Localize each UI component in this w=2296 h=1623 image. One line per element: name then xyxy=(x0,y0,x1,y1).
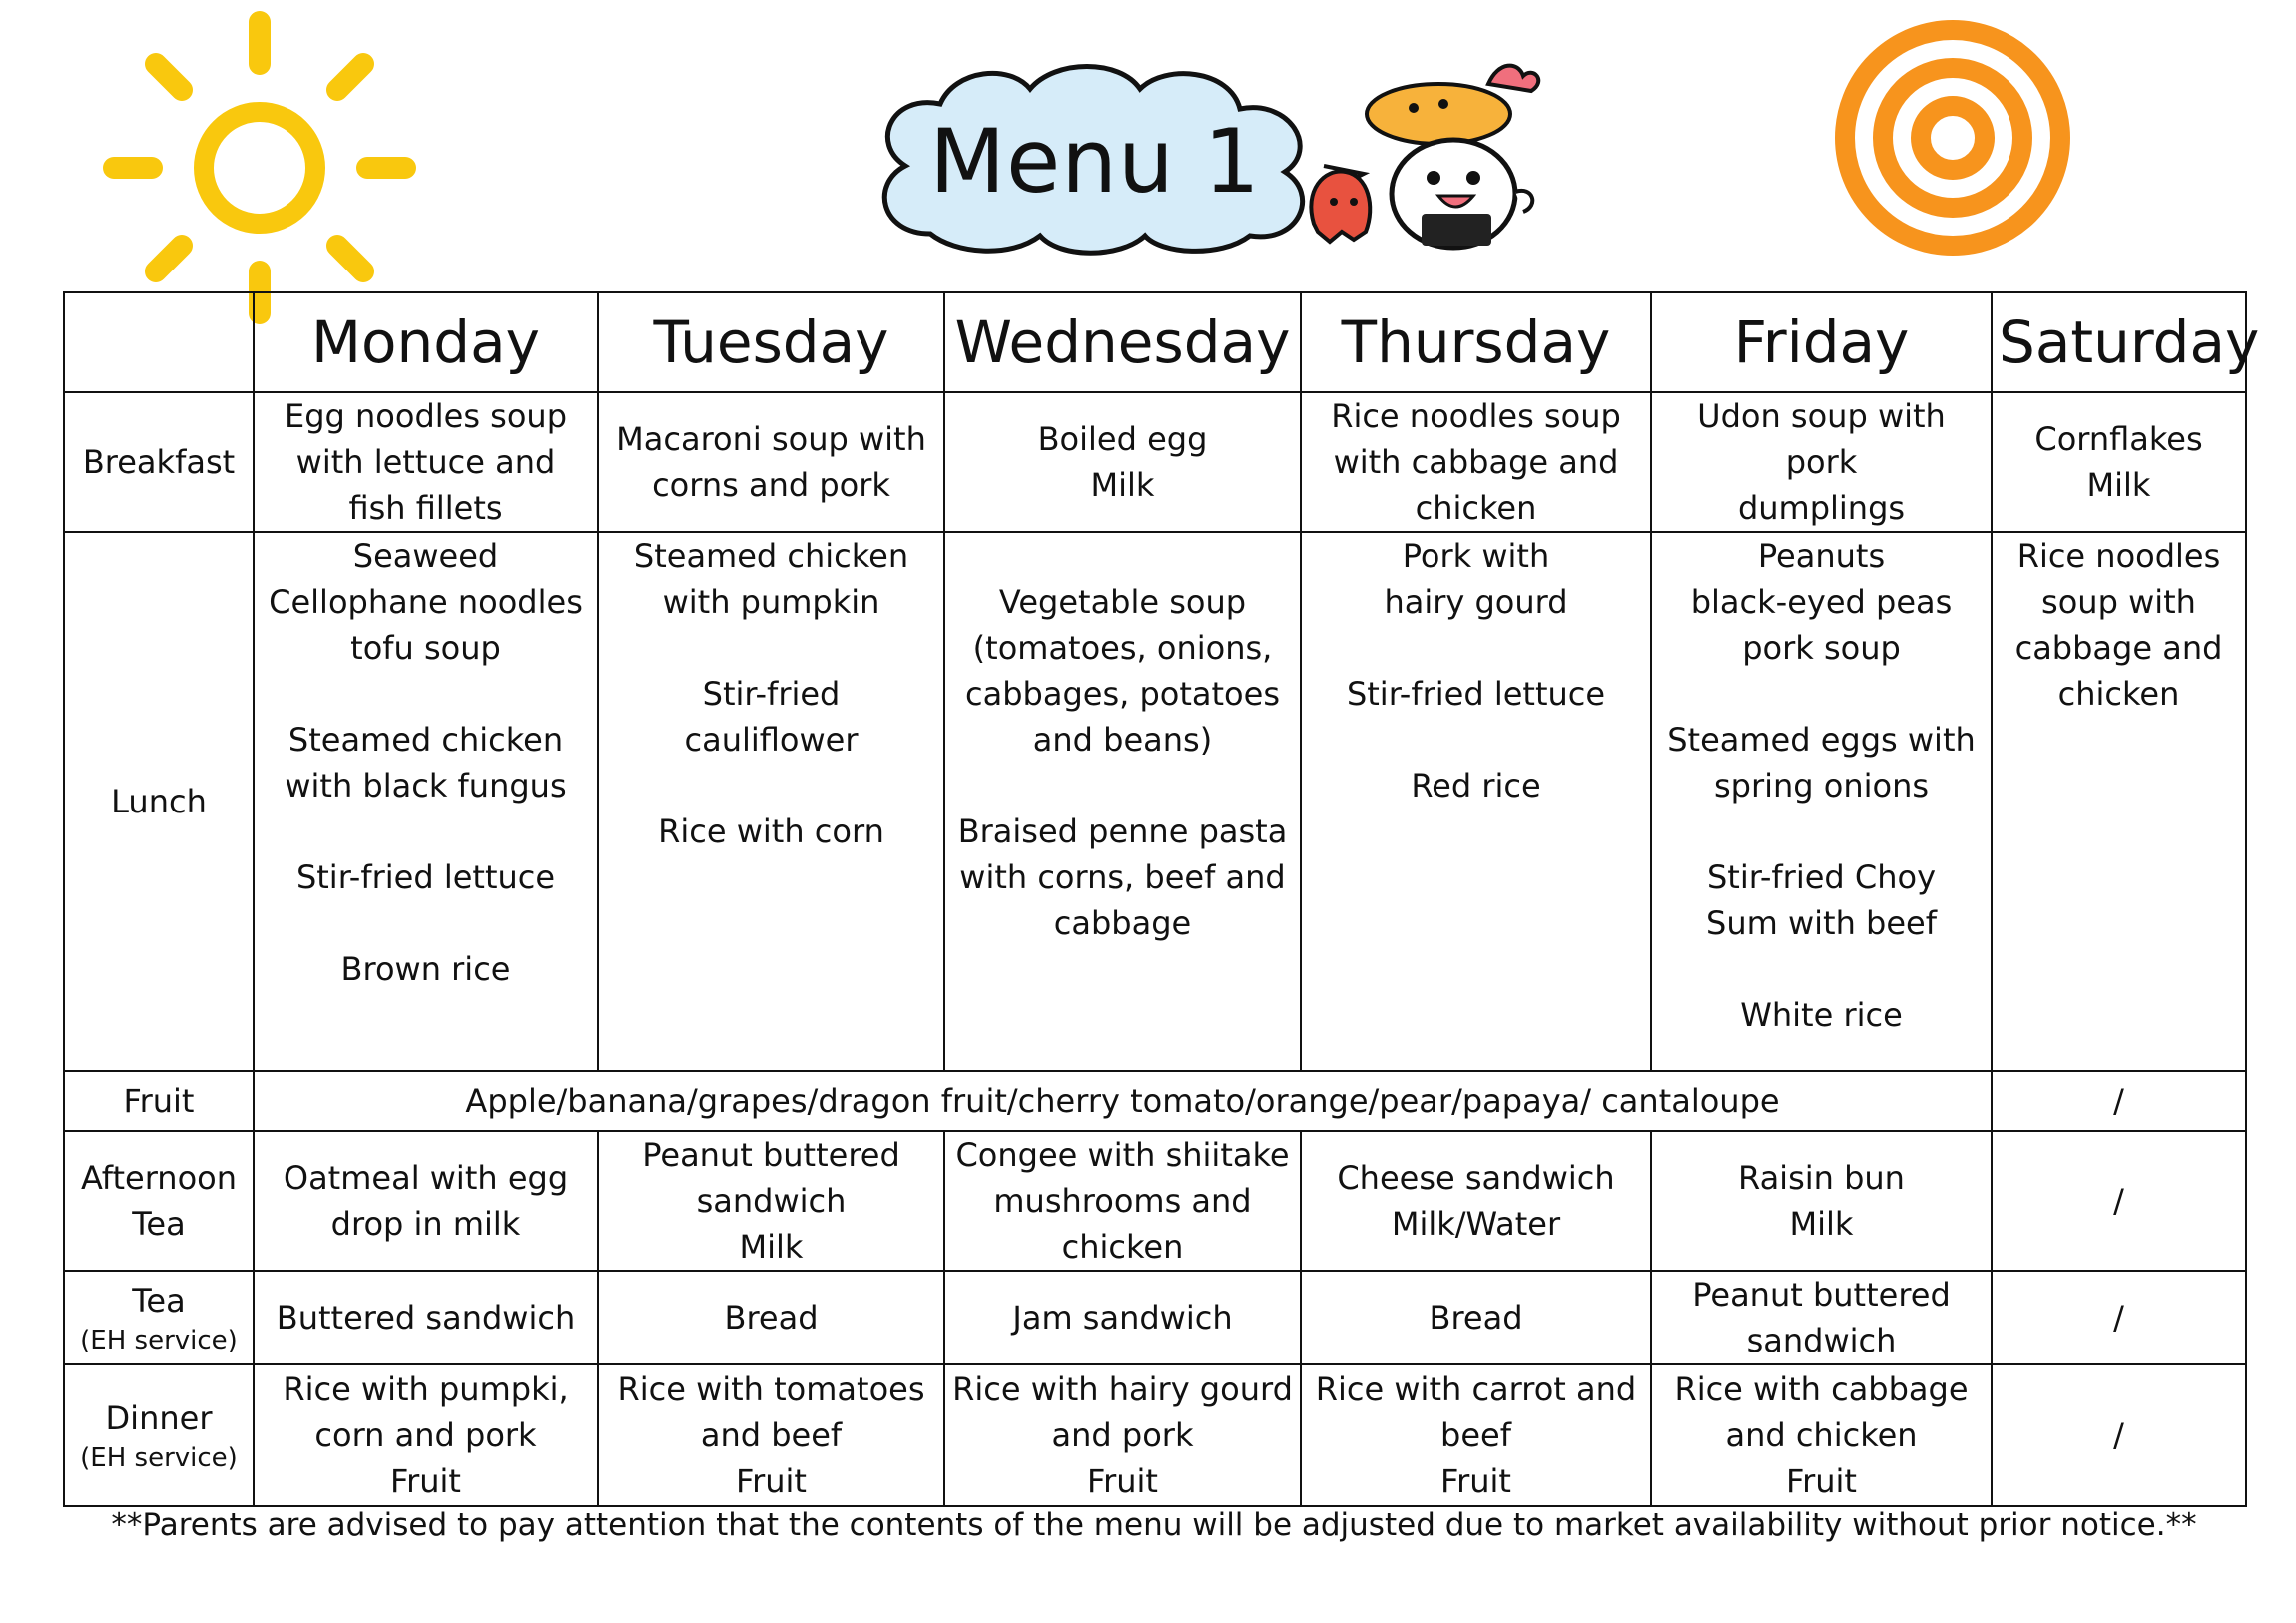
breakfast-friday: Udon soup with pork dumplings xyxy=(1651,392,1992,532)
fruit-row xyxy=(64,1071,2246,1131)
row-label-tea-main: Tea xyxy=(132,1282,186,1320)
lunch-friday: Peanuts black-eyed peas pork soup Steamed eggs with spring onions Stir-fried Choy Sum with beef White rice xyxy=(1651,532,1992,1071)
row-label-tea xyxy=(64,1271,254,1364)
lunch-wednesday: Vegetable soup (tomatoes, onions, cabbages, potatoes and beans) Braised penne pasta with corns, beef and cabbage xyxy=(944,532,1301,1071)
dinner-friday: Rice with cabbage and chicken Fruit xyxy=(1651,1364,1992,1506)
breakfast-saturday: Cornflakes Milk xyxy=(1992,392,2246,532)
tea-friday: Peanut buttered sandwich xyxy=(1651,1271,1992,1364)
tea-row xyxy=(64,1271,2246,1364)
lunch-row xyxy=(64,532,2246,1071)
breakfast-monday: Egg noodles soup with lettuce and fish fillets xyxy=(254,392,598,532)
dinner-row xyxy=(64,1364,2246,1506)
breakfast-row xyxy=(64,392,2246,532)
row-label-fruit: Fruit xyxy=(64,1071,254,1131)
dinner-monday: Rice with pumpki, corn and pork Fruit xyxy=(254,1364,598,1506)
target-rings-icon xyxy=(1833,18,2072,258)
dinner-thursday: Rice with carrot and beef Fruit xyxy=(1301,1364,1651,1506)
day-header-saturday: Saturday xyxy=(1992,292,2246,392)
row-label-dinner xyxy=(64,1364,254,1506)
afternoon-tea-saturday: / xyxy=(1992,1131,2246,1271)
mascot-characters-icon xyxy=(1294,56,1547,262)
tea-wednesday: Jam sandwich xyxy=(944,1271,1301,1364)
header-row xyxy=(64,292,2246,392)
fruit-saturday: / xyxy=(1992,1071,2246,1131)
day-header-wednesday: Wednesday xyxy=(944,292,1301,392)
afternoon-tea-thursday: Cheese sandwich Milk/Water xyxy=(1301,1131,1651,1271)
afternoon-tea-monday: Oatmeal with egg drop in milk xyxy=(254,1131,598,1271)
breakfast-tuesday: Macaroni soup with corns and pork xyxy=(598,392,944,532)
tea-monday: Buttered sandwich xyxy=(254,1271,598,1364)
afternoon-tea-friday: Raisin bun Milk xyxy=(1651,1131,1992,1271)
row-label-breakfast: Breakfast xyxy=(64,392,254,532)
footer-note: **Parents are advised to pay attention that the contents of the menu will be adjusted due to market availability without prior notice.** xyxy=(111,1507,2197,1543)
day-header-friday: Friday xyxy=(1651,292,1992,392)
afternoon-tea-wednesday: Congee with shiitake mushrooms and chicken xyxy=(944,1131,1301,1271)
tea-tuesday: Bread xyxy=(598,1271,944,1364)
afternoon-tea-tuesday: Peanut buttered sandwich Milk xyxy=(598,1131,944,1271)
lunch-thursday: Pork with hairy gourd Stir-fried lettuce Red rice xyxy=(1301,532,1651,1071)
dinner-wednesday: Rice with hairy gourd and pork Fruit xyxy=(944,1364,1301,1506)
corner-cell xyxy=(64,292,254,392)
day-header-tuesday: Tuesday xyxy=(598,292,944,392)
tea-thursday: Bread xyxy=(1301,1271,1651,1364)
lunch-tuesday: Steamed chicken with pumpkin Stir-fried cauliflower Rice with corn xyxy=(598,532,944,1071)
day-header-monday: Monday xyxy=(254,292,598,392)
weekly-menu-table xyxy=(63,291,2260,1507)
afternoon-tea-row xyxy=(64,1131,2246,1271)
sun-icon xyxy=(100,8,419,327)
tea-saturday: / xyxy=(1992,1271,2246,1364)
lunch-monday: Seaweed Cellophane noodles tofu soup Steamed chicken with black fungus Stir-fried lettuce Brown rice xyxy=(254,532,598,1071)
lunch-saturday: Rice noodles soup with cabbage and chicken xyxy=(1992,532,2246,1071)
dinner-tuesday: Rice with tomatoes and beef Fruit xyxy=(598,1364,944,1506)
row-label-dinner-sub: (EH service) xyxy=(80,1443,238,1473)
row-label-tea-sub: (EH service) xyxy=(80,1326,238,1355)
breakfast-thursday: Rice noodles soup with cabbage and chicken xyxy=(1301,392,1651,532)
breakfast-wednesday: Boiled egg Milk xyxy=(944,392,1301,532)
row-label-dinner-main: Dinner xyxy=(105,1399,213,1437)
row-label-afternoon-tea: Afternoon Tea xyxy=(64,1131,254,1271)
fruit-weekday: Apple/banana/grapes/dragon fruit/cherry tomato/orange/pear/papaya/ cantaloupe xyxy=(254,1071,1992,1131)
day-header-thursday: Thursday xyxy=(1301,292,1651,392)
row-label-lunch: Lunch xyxy=(64,532,254,1071)
page-title: Menu 1 xyxy=(929,110,1261,213)
dinner-saturday: / xyxy=(1992,1364,2246,1506)
